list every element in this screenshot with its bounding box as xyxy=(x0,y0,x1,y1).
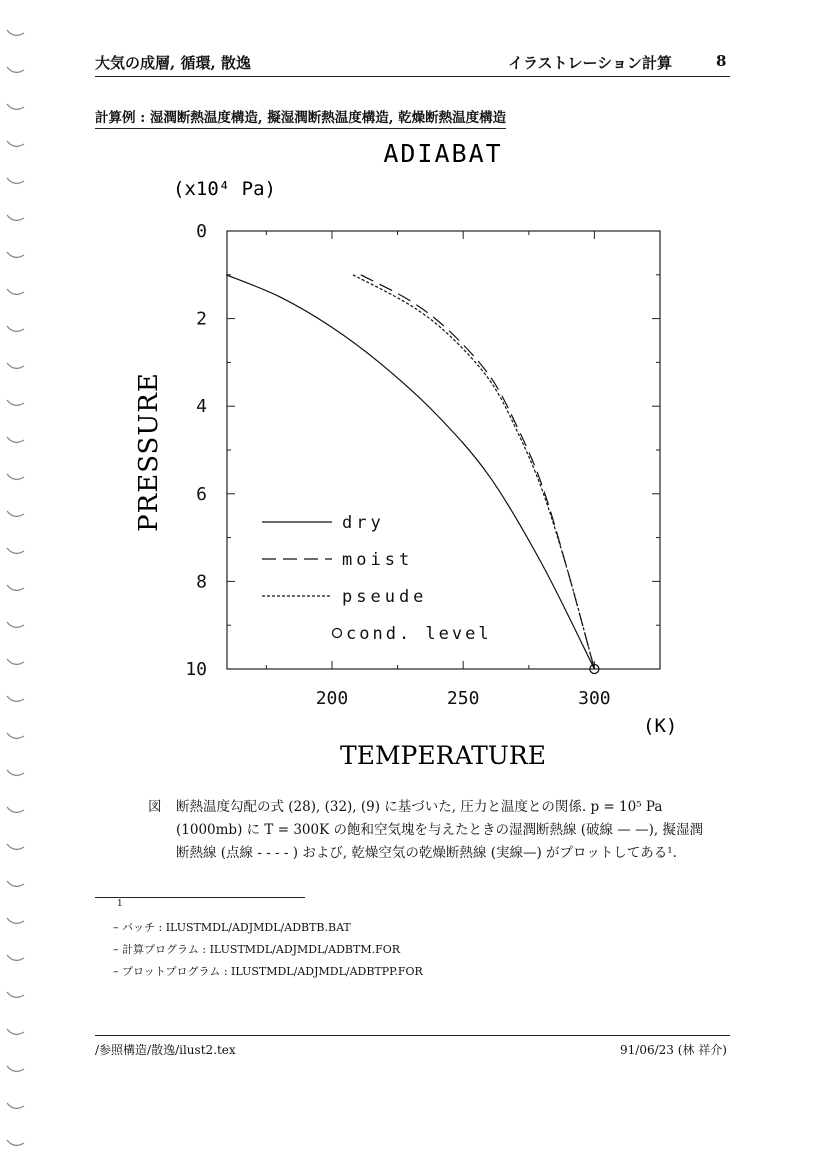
binding-hole-icon xyxy=(7,252,24,257)
binding-hole-icon xyxy=(7,474,24,479)
caption-text: 断熱温度勾配の式 (28), (32), (9) に基づいた, 圧力と温度との関係. p = 10⁵ Pa (1000mb) に T = 300K の飽和空気塊を与えたときの湿潤断熱線 (破線 — —), 擬湿潤断熱線 (点線 - - - - ) および, 乾燥空気の乾燥断熱線 (実線—) がプロットしてある¹. xyxy=(176,799,703,861)
binding-hole-icon xyxy=(7,215,24,220)
binding-hole-icon xyxy=(7,770,24,775)
binding-hole-icon xyxy=(7,881,24,886)
binding-hole-icon xyxy=(7,141,24,146)
chart-title: ADIABAT xyxy=(383,139,503,168)
footer-date: 91/06/23 (林 祥介) xyxy=(620,1043,727,1057)
footer-path: /参照構造/散逸/ilust2.tex xyxy=(95,1043,236,1057)
y-tick-label: 4 xyxy=(196,396,207,418)
x-unit: (K) xyxy=(643,715,678,737)
binding-hole-icon xyxy=(7,733,24,738)
header-rule xyxy=(95,76,730,77)
binding-hole-icon xyxy=(7,67,24,72)
binding-hole-icon xyxy=(7,363,24,368)
binding-hole-icon xyxy=(7,918,24,923)
binding-hole-icon xyxy=(7,437,24,442)
binding-hole-icon xyxy=(7,326,24,331)
footnote-item: – 計算プログラム : ILUSTMDL/ADJMDL/ADBTM.FOR xyxy=(113,943,401,956)
binding-hole-icon xyxy=(7,844,24,849)
footer-rule xyxy=(95,1035,730,1036)
binding-hole-icon xyxy=(7,1066,24,1071)
binding-hole-icon xyxy=(7,992,24,997)
running-header-chapter: 大気の成層, 循環, 散逸 xyxy=(95,54,251,72)
y-unit: (x10⁴ Pa) xyxy=(173,178,276,200)
binding-hole-icon xyxy=(7,289,24,294)
footnote-list xyxy=(113,917,423,983)
legend-label: moist xyxy=(342,550,414,570)
legend-marker-swatch xyxy=(333,629,342,638)
binding-hole-icon xyxy=(7,1140,24,1145)
binding-hole-icon xyxy=(7,1029,24,1034)
y-tick-label: 2 xyxy=(196,308,207,330)
binding-hole-icon xyxy=(7,511,24,516)
binding-hole-icon xyxy=(7,30,24,35)
binding-hole-icon xyxy=(7,178,24,183)
binding-holes xyxy=(0,0,40,1164)
binding-hole-icon xyxy=(7,1103,24,1108)
binding-hole-icon xyxy=(7,548,24,553)
binding-hole-icon xyxy=(7,955,24,960)
running-header-section: イラストレーション計算 xyxy=(508,54,672,72)
x-axis-label: TEMPERATURE xyxy=(340,741,546,770)
y-tick-label: 10 xyxy=(185,659,207,680)
legend-label: dry xyxy=(342,513,385,533)
series-moist xyxy=(361,275,595,669)
y-tick-label: 8 xyxy=(196,571,207,593)
figure-caption xyxy=(148,796,703,865)
plot-frame xyxy=(227,231,660,669)
binding-hole-icon xyxy=(7,622,24,627)
page-number: 8 xyxy=(716,52,727,70)
series-pseude xyxy=(353,275,594,669)
y-axis-label: PRESSURE xyxy=(134,372,164,532)
binding-hole-icon xyxy=(7,104,24,109)
footnote-rule xyxy=(95,897,305,898)
caption-label: 図 xyxy=(148,799,162,815)
binding-hole-icon xyxy=(7,585,24,590)
section-title: 計算例 : 湿潤断熱温度構造, 擬湿潤断熱温度構造, 乾燥断熱温度構造 xyxy=(95,106,506,129)
binding-hole-icon xyxy=(7,807,24,812)
legend-label: cond. level xyxy=(346,624,492,644)
x-tick-label: 200 xyxy=(315,688,349,709)
footnote-item: – プロットプログラム : ILUSTMDL/ADJMDL/ADBTPP.FOR xyxy=(113,965,423,978)
binding-hole-icon xyxy=(7,400,24,405)
y-tick-label: 6 xyxy=(196,483,207,505)
series-dry xyxy=(226,275,594,669)
binding-hole-icon xyxy=(7,659,24,664)
x-tick-label: 300 xyxy=(578,688,611,709)
binding-hole-icon xyxy=(7,696,24,701)
legend-label: pseude xyxy=(342,587,428,607)
y-tick-label: 0 xyxy=(196,221,207,242)
x-tick-label: 250 xyxy=(446,688,480,709)
footnote-item: – バッチ : ILUSTMDL/ADJMDL/ADBTB.BAT xyxy=(113,921,351,934)
adiabat-chart xyxy=(110,135,700,775)
footnote-number: 1 xyxy=(117,899,123,909)
